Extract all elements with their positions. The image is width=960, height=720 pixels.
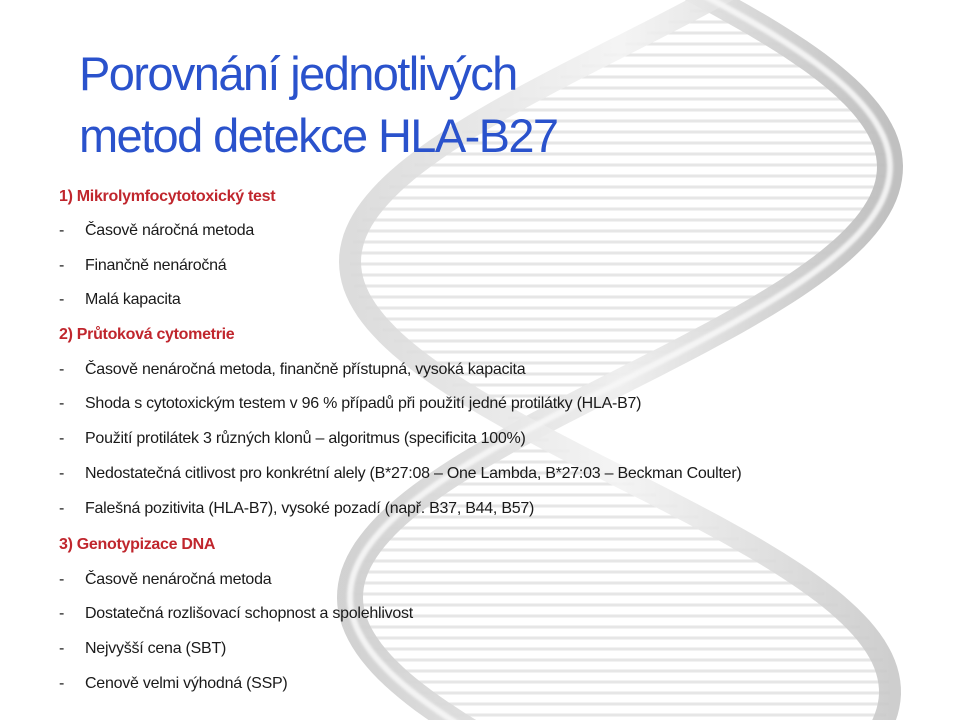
slide-title-line-1: Porovnání jednotlivých (79, 47, 517, 100)
list-item (59, 675, 287, 693)
bullet-dash: - (59, 465, 65, 482)
list-item-text: Nejvyšší cena (SBT) (85, 640, 227, 657)
list-item (59, 257, 226, 275)
bullet-dash: - (59, 571, 65, 588)
list-item-text: Časově nenáročná metoda, finančně přístupná, vysoká kapacita (85, 361, 526, 378)
bullet-dash: - (59, 257, 65, 274)
list-item-text: Časově náročná metoda (85, 222, 255, 239)
list-item (59, 465, 741, 483)
list-item (59, 291, 180, 309)
list-item-text: Použití protilátek 3 různých klonů – algoritmus (specificita 100%) (85, 430, 526, 447)
bullet-dash: - (59, 605, 65, 622)
list-item (59, 395, 641, 413)
list-item-text: Cenově velmi výhodná (SSP) (85, 675, 288, 692)
list-item (59, 430, 526, 448)
list-item (59, 500, 534, 518)
section-heading-dna-genotyping: 3) Genotypizace DNA (59, 536, 216, 553)
list-item-text: Nedostatečná citlivost pro konkrétní alely (B*27:08 – One Lambda, B*27:03 – Beckman Coulter) (85, 465, 742, 482)
section-heading-flow-cytometry: 2) Průtoková cytometrie (59, 326, 235, 343)
list-item-text: Malá kapacita (85, 291, 181, 308)
list-item (59, 640, 226, 658)
bullet-dash: - (59, 640, 65, 657)
bullet-dash: - (59, 395, 65, 412)
list-item-text: Finančně nenáročná (85, 257, 227, 274)
list-item-text: Shoda s cytotoxickým testem v 96 % případů při použití jedné protilátky (HLA-B7) (85, 395, 642, 412)
bullet-dash: - (59, 291, 65, 308)
bullet-dash: - (59, 361, 65, 378)
bullet-dash: - (59, 675, 65, 692)
list-item (59, 605, 413, 623)
bullet-dash: - (59, 430, 65, 447)
list-item (59, 571, 271, 589)
list-item (59, 222, 254, 240)
list-item (59, 361, 525, 379)
list-item-text: Dostatečná rozlišovací schopnost a spolehlivost (85, 605, 413, 622)
slide-title-line-2: metod detekce HLA-B27 (79, 109, 558, 162)
list-item-text: Časově nenáročná metoda (85, 571, 272, 588)
bullet-dash: - (59, 500, 65, 517)
section-heading-microlymphocytotoxic: 1) Mikrolymfocytotoxický test (59, 188, 276, 205)
bullet-dash: - (59, 222, 65, 239)
list-item-text: Falešná pozitivita (HLA-B7), vysoké pozadí (např. B37, B44, B57) (85, 500, 535, 517)
